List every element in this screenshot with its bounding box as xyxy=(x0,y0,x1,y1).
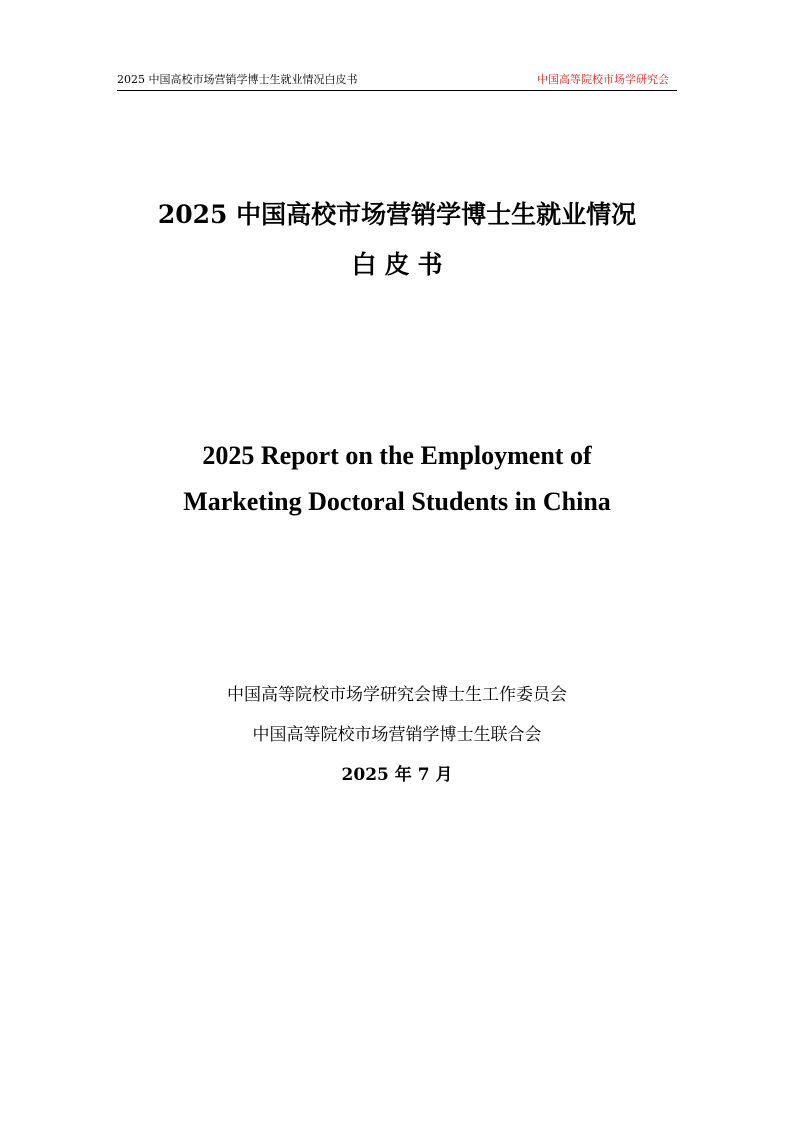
chinese-title-line-1: 2025 中国高校市场营销学博士生就业情况 xyxy=(157,200,637,229)
header-document-title: 2025 中国高校市场营销学博士生就业情况白皮书 xyxy=(117,73,358,86)
chinese-title-line-2: 白皮书 xyxy=(351,250,451,279)
page-header xyxy=(117,72,677,91)
organization-line-1: 中国高等院校市场学研究会博士生工作委员会 xyxy=(227,685,567,705)
header-organization: 中国高等院校市场学研究会 xyxy=(537,73,669,86)
english-title-line-1: 2025 Report on the Employment of xyxy=(202,441,592,470)
organization-line-2: 中国高等院校市场营销学博士生联合会 xyxy=(252,725,542,745)
publication-date: 2025 年 7 月 xyxy=(341,765,453,785)
english-title-line-2: Marketing Doctoral Students in China xyxy=(183,487,611,516)
